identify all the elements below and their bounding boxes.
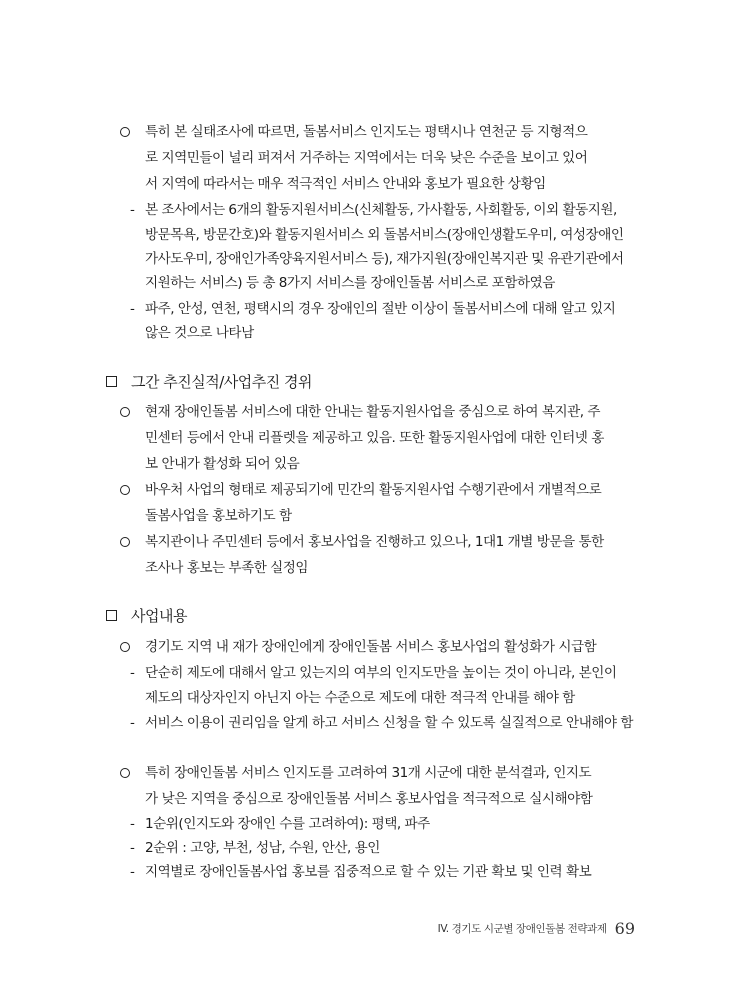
sub-item-line: 1순위(인지도와 장애인 수를 고려하여): 평택, 파주: [145, 816, 430, 832]
dash-bullet: -: [130, 202, 135, 218]
sub-item-line: 본 조사에서는 6개의 활동지원서비스(신체활동, 가사활동, 사회활동, 이외 활동지원,: [145, 202, 617, 218]
circle-bullet-icon: [120, 768, 130, 778]
sub-item-line: 않은 것으로 나타남: [145, 325, 254, 341]
sub-item-line: 2순위 : 고양, 부천, 성남, 수원, 안산, 용인: [145, 840, 380, 856]
sub-item-line: 단순히 제도에 대해서 알고 있는지의 여부의 인지도만을 높이는 것이 아니라, 본인이: [145, 665, 617, 681]
circle-bullet-icon: [120, 642, 130, 652]
square-bullet-icon: [106, 376, 117, 387]
running-title: IV. 경기도 시군별 장애인돌봄 전략과제: [437, 923, 607, 935]
circle-bullet-icon: [120, 485, 130, 495]
section-heading: 그간 추진실적/사업추진 경위: [131, 373, 312, 391]
page-number: 69: [614, 919, 635, 938]
sub-item-line: 지역별로 장애인돌봄사업 홍보를 집중적으로 할 수 있는 기관 확보 및 인력 확보: [145, 864, 592, 880]
paragraph-line: 현재 장애인돌봄 서비스에 대한 안내는 활동지원사업을 중심으로 하여 복지관, 주: [145, 404, 601, 420]
paragraph-line: 경기도 지역 내 재가 장애인에게 장애인돌봄 서비스 홍보사업의 활성화가 시급함: [145, 639, 597, 655]
page-footer: [330, 918, 635, 938]
paragraph-line: 민센터 등에서 안내 리플렛을 제공하고 있음. 또한 활동지원사업에 대한 인터넷 홍: [145, 430, 604, 446]
paragraph-line: 복지관이나 주민센터 등에서 홍보사업을 진행하고 있으나, 1대1 개별 방문을 통한: [145, 534, 604, 550]
dash-bullet: -: [130, 715, 135, 731]
paragraph-line: 보 안내가 활성화 되어 있음: [145, 456, 300, 472]
sub-item-line: 서비스 이용이 권리임을 알게 하고 서비스 신청을 할 수 있도록 실질적으로 안내해야 함: [145, 715, 633, 731]
sub-item-line: 방문목욕, 방문간호)와 활동지원서비스 외 돌봄서비스(장애인생활도우미, 여성장애인: [145, 227, 624, 243]
paragraph-line: 로 지역민들이 널리 퍼져서 거주하는 지역에서는 더욱 낮은 수준을 보이고 있어: [145, 150, 588, 166]
sub-item-line: 파주, 안성, 연천, 평택시의 경우 장애인의 절반 이상이 돌봄서비스에 대해 알고 있지: [145, 301, 616, 317]
paragraph-line: 바우처 사업의 형태로 제공되기에 민간의 활동지원사업 수행기관에서 개별적으로: [145, 482, 602, 498]
circle-bullet-icon: [120, 537, 130, 547]
sub-item-line: 제도의 대상자인지 아닌지 아는 수준으로 제도에 대한 적극적 안내를 해야 함: [145, 690, 575, 706]
paragraph-line: 돌봄사업을 홍보하기도 함: [145, 508, 292, 524]
circle-bullet-icon: [120, 407, 130, 417]
dash-bullet: -: [130, 840, 135, 856]
section-heading: 사업내용: [131, 607, 187, 625]
paragraph-line: 특히 본 실태조사에 따르면, 돌봄서비스 인지도는 평택시나 연천군 등 지형적으: [145, 124, 588, 140]
paragraph-line: 서 지역에 따라서는 매우 적극적인 서비스 안내와 홍보가 필요한 상황임: [145, 176, 546, 192]
dash-bullet: -: [130, 816, 135, 832]
dash-bullet: -: [130, 665, 135, 681]
sub-item-line: 지원하는 서비스) 등 총 8가지 서비스를 장애인돌봄 서비스로 포함하였음: [145, 275, 555, 291]
circle-bullet-icon: [120, 127, 130, 137]
paragraph-line: 조사나 홍보는 부족한 실정임: [145, 560, 309, 576]
sub-item-line: 가사도우미, 장애인가족양육지원서비스 등), 재가지원(장애인복지관 및 유관기관에서: [145, 251, 624, 267]
paragraph-line: 가 낮은 지역을 중심으로 장애인돌봄 서비스 홍보사업을 적극적으로 실시해야함: [145, 791, 593, 807]
square-bullet-icon: [106, 610, 117, 621]
paragraph-line: 특히 장애인돌봄 서비스 인지도를 고려하여 31개 시군에 대한 분석결과, 인지도: [145, 765, 592, 781]
dash-bullet: -: [130, 864, 135, 880]
dash-bullet: -: [130, 301, 135, 317]
